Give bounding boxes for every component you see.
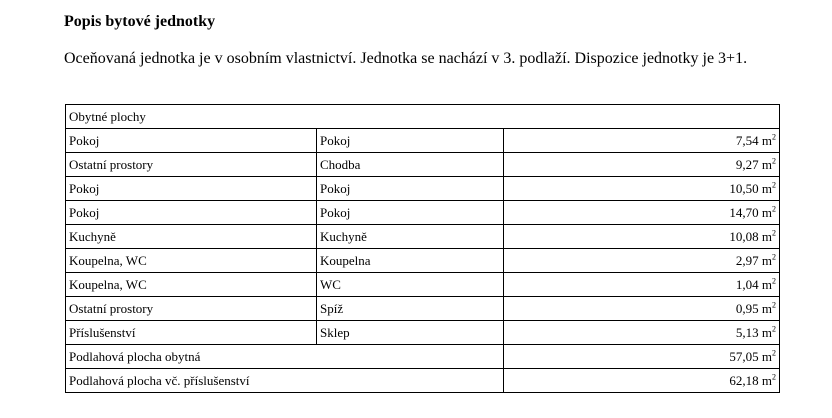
table-row [66, 177, 780, 201]
area-unit: m [761, 180, 772, 196]
category-cell: Kuchyně [66, 225, 317, 249]
area-unit: m [761, 252, 772, 268]
area-cell [504, 273, 780, 297]
area-cell [504, 369, 780, 393]
category-cell: Koupelna, WC [66, 273, 317, 297]
floor-area-table-body [66, 105, 780, 393]
table-row [66, 297, 780, 321]
area-unit: m [761, 372, 772, 388]
room-cell: Kuchyně [317, 225, 504, 249]
category-cell: Ostatní prostory [66, 297, 317, 321]
area-cell [504, 249, 780, 273]
area-value: 10,08 [729, 228, 759, 244]
area-value: 0,95 [735, 300, 759, 316]
table-row [66, 201, 780, 225]
area-unit-exponent: 2 [772, 276, 776, 286]
category-cell: Pokoj [66, 129, 317, 153]
area-unit-exponent: 2 [772, 348, 776, 358]
area-cell [504, 297, 780, 321]
room-cell: Spíž [317, 297, 504, 321]
area-unit-exponent: 2 [772, 156, 776, 166]
total-row [66, 345, 780, 369]
category-cell: Pokoj [66, 177, 317, 201]
area-cell [504, 201, 780, 225]
total-label-cell: Podlahová plocha vč. příslušenství [66, 369, 504, 393]
section-header-cell: Obytné plochy [66, 105, 780, 129]
area-unit-exponent: 2 [772, 324, 776, 334]
area-value: 57,05 [729, 348, 759, 364]
area-unit: m [761, 228, 772, 244]
area-cell [504, 177, 780, 201]
area-value: 10,50 [729, 180, 759, 196]
table-section-header-row [66, 105, 780, 129]
area-value: 7,54 [735, 132, 759, 148]
room-cell: WC [317, 273, 504, 297]
room-cell: Chodba [317, 153, 504, 177]
area-unit: m [761, 324, 772, 340]
section-heading: Popis bytové jednotky [64, 13, 216, 30]
area-cell [504, 321, 780, 345]
table-row [66, 225, 780, 249]
area-unit-exponent: 2 [772, 228, 776, 238]
area-value: 9,27 [735, 156, 759, 172]
area-value: 5,13 [735, 324, 759, 340]
room-cell: Koupelna [317, 249, 504, 273]
area-value: 62,18 [729, 372, 759, 388]
category-cell: Pokoj [66, 201, 317, 225]
area-value: 14,70 [729, 204, 759, 220]
category-cell: Ostatní prostory [66, 153, 317, 177]
area-cell [504, 345, 780, 369]
table-row [66, 249, 780, 273]
area-unit-exponent: 2 [772, 300, 776, 310]
area-unit: m [761, 276, 772, 292]
area-unit: m [761, 132, 772, 148]
room-cell: Pokoj [317, 201, 504, 225]
floor-area-table [65, 104, 780, 393]
table-row [66, 321, 780, 345]
area-unit: m [761, 204, 772, 220]
area-unit-exponent: 2 [772, 204, 776, 214]
area-unit: m [761, 156, 772, 172]
total-row [66, 369, 780, 393]
room-cell: Pokoj [317, 129, 504, 153]
area-unit-exponent: 2 [772, 132, 776, 142]
table-row [66, 129, 780, 153]
area-unit-exponent: 2 [772, 372, 776, 382]
area-unit: m [761, 300, 772, 316]
room-cell: Pokoj [317, 177, 504, 201]
table-row [66, 153, 780, 177]
area-value: 2,97 [735, 252, 759, 268]
table-row [66, 273, 780, 297]
area-unit-exponent: 2 [772, 180, 776, 190]
room-cell: Sklep [317, 321, 504, 345]
area-cell [504, 225, 780, 249]
area-cell [504, 129, 780, 153]
area-unit: m [761, 348, 772, 364]
total-label-cell: Podlahová plocha obytná [66, 345, 504, 369]
area-value: 1,04 [735, 276, 759, 292]
category-cell: Příslušenství [66, 321, 317, 345]
area-unit-exponent: 2 [772, 252, 776, 262]
category-cell: Koupelna, WC [66, 249, 317, 273]
area-cell [504, 153, 780, 177]
description-paragraph: Oceňovaná jednotka je v osobním vlastnictví. Jednotka se nachází v 3. podlaží. Dispozice jednotky je 3+1. [64, 50, 748, 67]
